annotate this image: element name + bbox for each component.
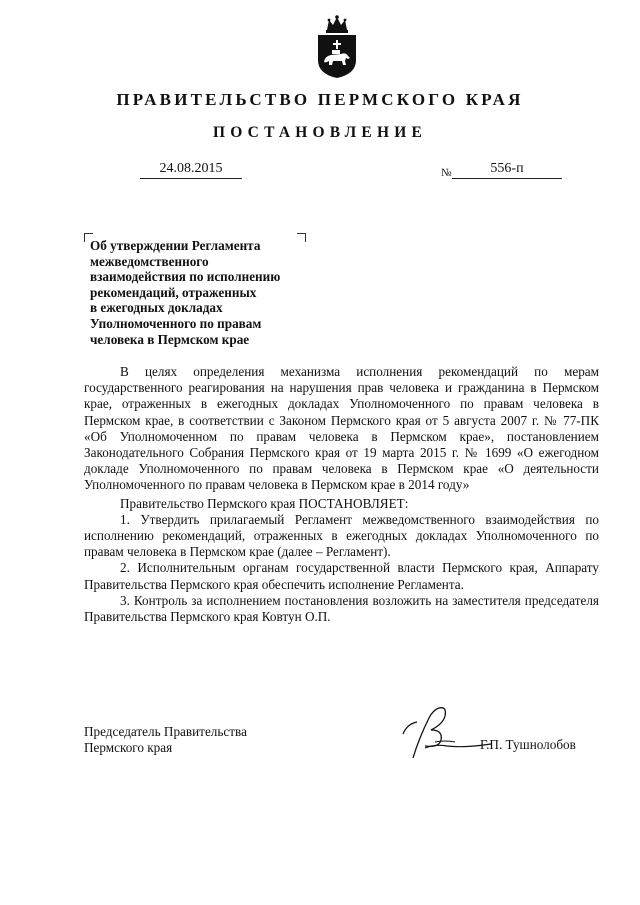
subject-line: в ежегодных докладах <box>90 300 223 316</box>
document-type-title: ПОСТАНОВЛЕНИЕ <box>212 124 428 141</box>
subject-line: человека в Пермском крае <box>90 331 250 347</box>
document-date: 24.08.2015 <box>140 160 242 179</box>
subject-line: взаимодействия по исполнению <box>90 269 281 285</box>
subject-line: межведомственного <box>90 253 209 269</box>
subject-line: рекомендаций, отраженных <box>90 284 257 300</box>
subject-line: Об утверждении Регламента <box>90 238 261 253</box>
item-paragraph: 3. Контроль за исполнением постановления возложить на заместителя председателя Правительства Пермского края Ковтун О.П. <box>84 592 599 625</box>
preamble-paragraph: В целях определения механизма исполнения рекомендаций по мерам государственного реагирования на нарушения прав человека и гражданина в Пермском крае, отраженных в ежегодных докладах Уполномоченного по правам человека в Пермском крае, в соответствии с Законом Пермского края от 5 августа 2007 г. № 77-ПК «Об Уполномоченном по правам человека в Пермском крае», постановлением Законодательного Собрания Пермского края от 19 марта 2015 г. № 1699 «О ежегодном докладе Уполномоченного по правам человека в Пермском крае «О деятельности Уполномоченного по правам человека в Пермском крае в 2014 году» <box>84 364 599 493</box>
signatory-position-line: Председатель Правительства <box>84 724 247 739</box>
number-sign: № <box>441 167 452 179</box>
item-paragraph: 2. Исполнительным органам государственной власти Пермского края, Аппарату Правительства Пермского края обеспечить исполнение Регламента. <box>84 560 599 592</box>
government-title: ПРАВИТЕЛЬСТВО ПЕРМСКОГО КРАЯ <box>116 90 524 109</box>
signatory-name: Г.П. Тушнолобов <box>480 737 576 752</box>
perm-krai-coat-of-arms-icon <box>315 14 359 80</box>
item-paragraph: 1. Утвердить прилагаемый Регламент межведомственного взаимодействия по исполнению рекомендаций, отраженных в ежегодных докладах Уполномоченного по правам человека в Пермском крае (далее – Регламент). <box>84 511 599 560</box>
decree-paragraph: Правительство Пермского края ПОСТАНОВЛЯЕТ: <box>120 495 409 511</box>
document-number: 556-п <box>452 160 562 179</box>
document-body <box>84 364 599 625</box>
signatory-position <box>84 724 247 755</box>
signatory-position-line: Пермского края <box>84 739 173 755</box>
subject-line: Уполномоченного по правам <box>90 315 262 331</box>
document-subject <box>90 238 330 347</box>
